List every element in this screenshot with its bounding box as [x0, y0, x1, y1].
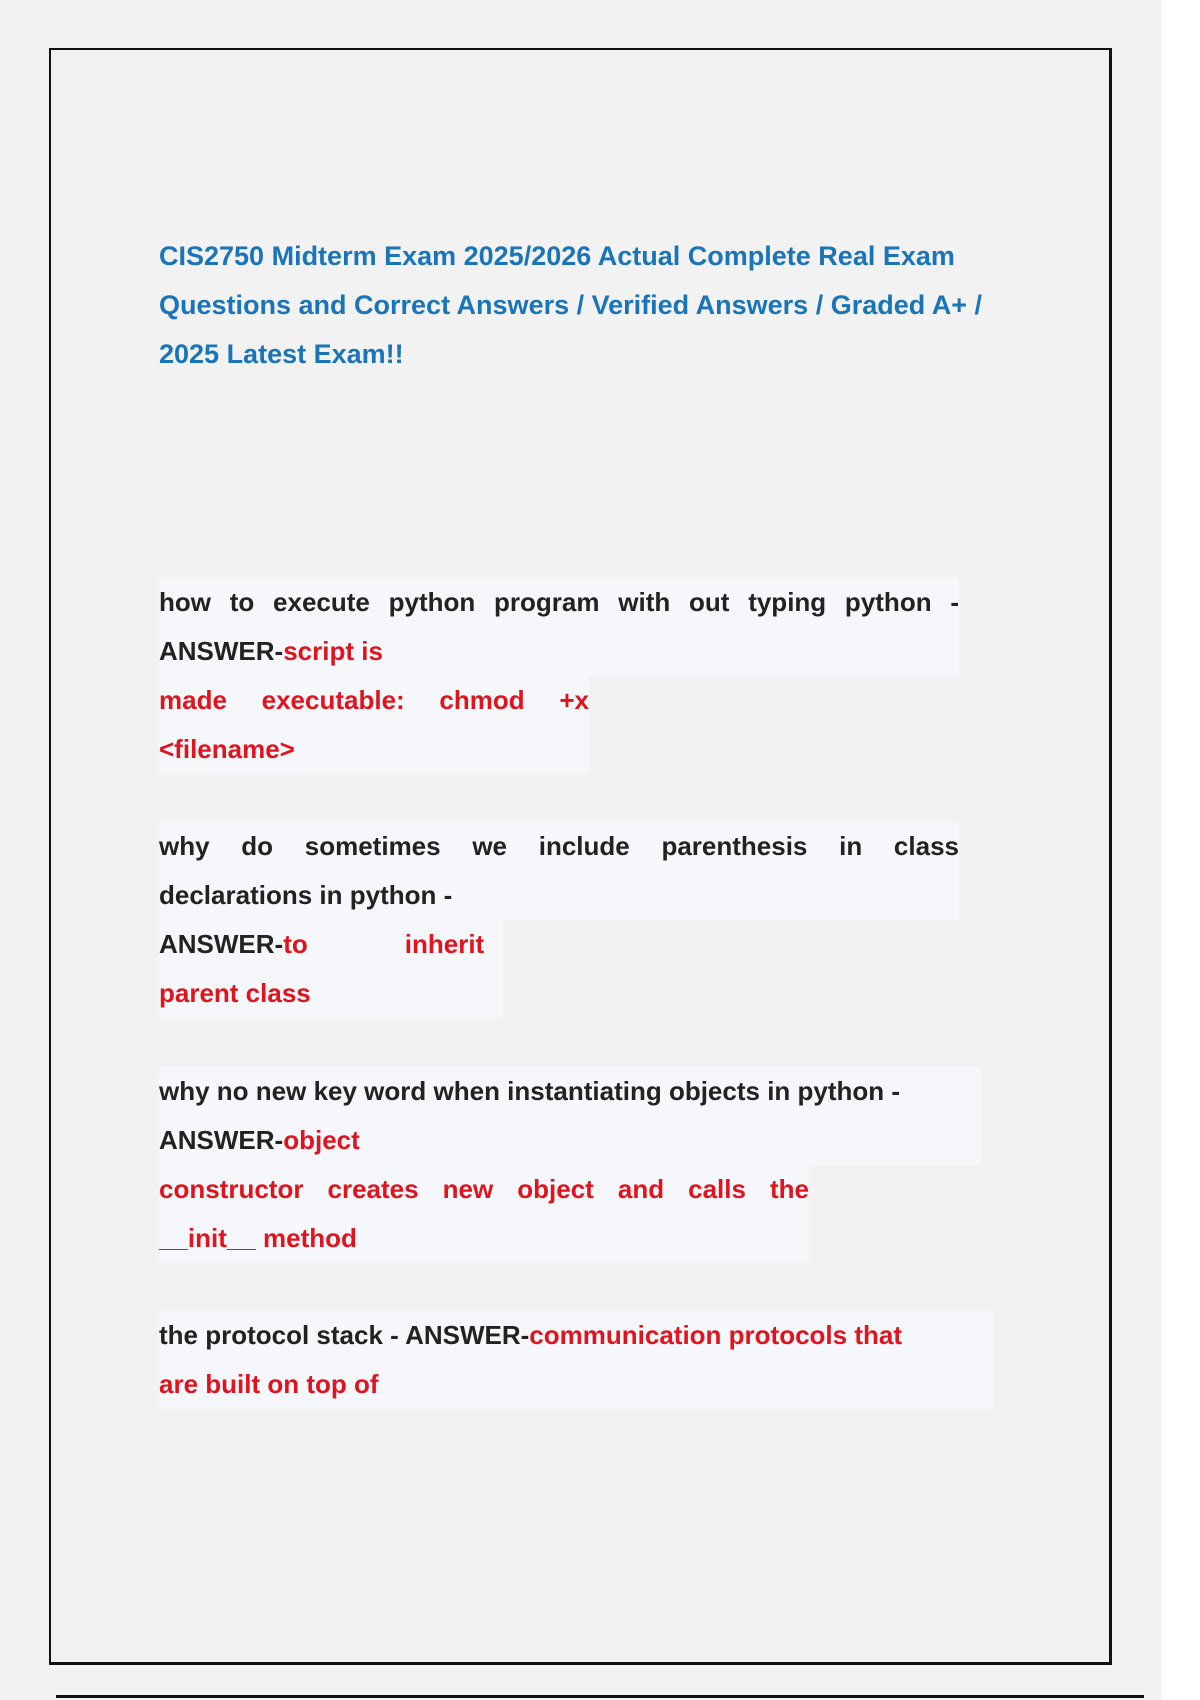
qa-item-4: [159, 1311, 994, 1409]
answer-3-line-2: constructor creates new object and calls the: [159, 1165, 809, 1214]
answer-2-line-2: parent class: [159, 969, 503, 1018]
page-margin-strip: [1162, 0, 1200, 1700]
answer-2-part-2: inherit: [404, 929, 485, 959]
question-4-line-1: the protocol stack - ANSWER-communication protocols that: [159, 1311, 994, 1360]
answer-4-text: communication protocols that: [529, 1320, 902, 1350]
next-page-border: [56, 1695, 1144, 1698]
answer-label: ANSWER-: [159, 636, 284, 666]
question-3-line-1: why no new key word when instantiating objects in python -: [159, 1067, 981, 1116]
answer-label: ANSWER-: [159, 1125, 284, 1155]
question-1-line-2: [159, 627, 959, 676]
answer-1-line-3: <filename>: [159, 725, 589, 774]
answer-1-text: script is: [283, 636, 383, 666]
question-1-line-1: how to execute python program with out typing python -: [159, 578, 959, 627]
answer-4-line-2: are built on top of: [159, 1360, 994, 1409]
answer-label: ANSWER-: [405, 1320, 530, 1350]
question-3-line-2: [159, 1116, 981, 1165]
answer-2-part-1: to: [283, 929, 308, 959]
question-2-line-1: why do sometimes we include parenthesis in class: [159, 822, 959, 871]
answer-3-line-3: __init__ method: [159, 1214, 809, 1263]
answer-label: ANSWER-: [159, 929, 284, 959]
qa-item-3: [159, 1067, 981, 1263]
qa-item-2: [159, 822, 959, 1018]
answer-1-line-2: made executable: chmod +x: [159, 676, 589, 725]
answer-3-text: object: [283, 1125, 360, 1155]
qa-item-1: [159, 578, 959, 774]
document-title: CIS2750 Midterm Exam 2025/2026 Actual Complete Real Exam Questions and Correct Answers / Verified Answers / Graded A+ / 2025 Latest Exam!!: [159, 241, 982, 369]
answer-2-line-1: [159, 920, 503, 969]
question-2-line-2: declarations in python -: [159, 871, 959, 920]
